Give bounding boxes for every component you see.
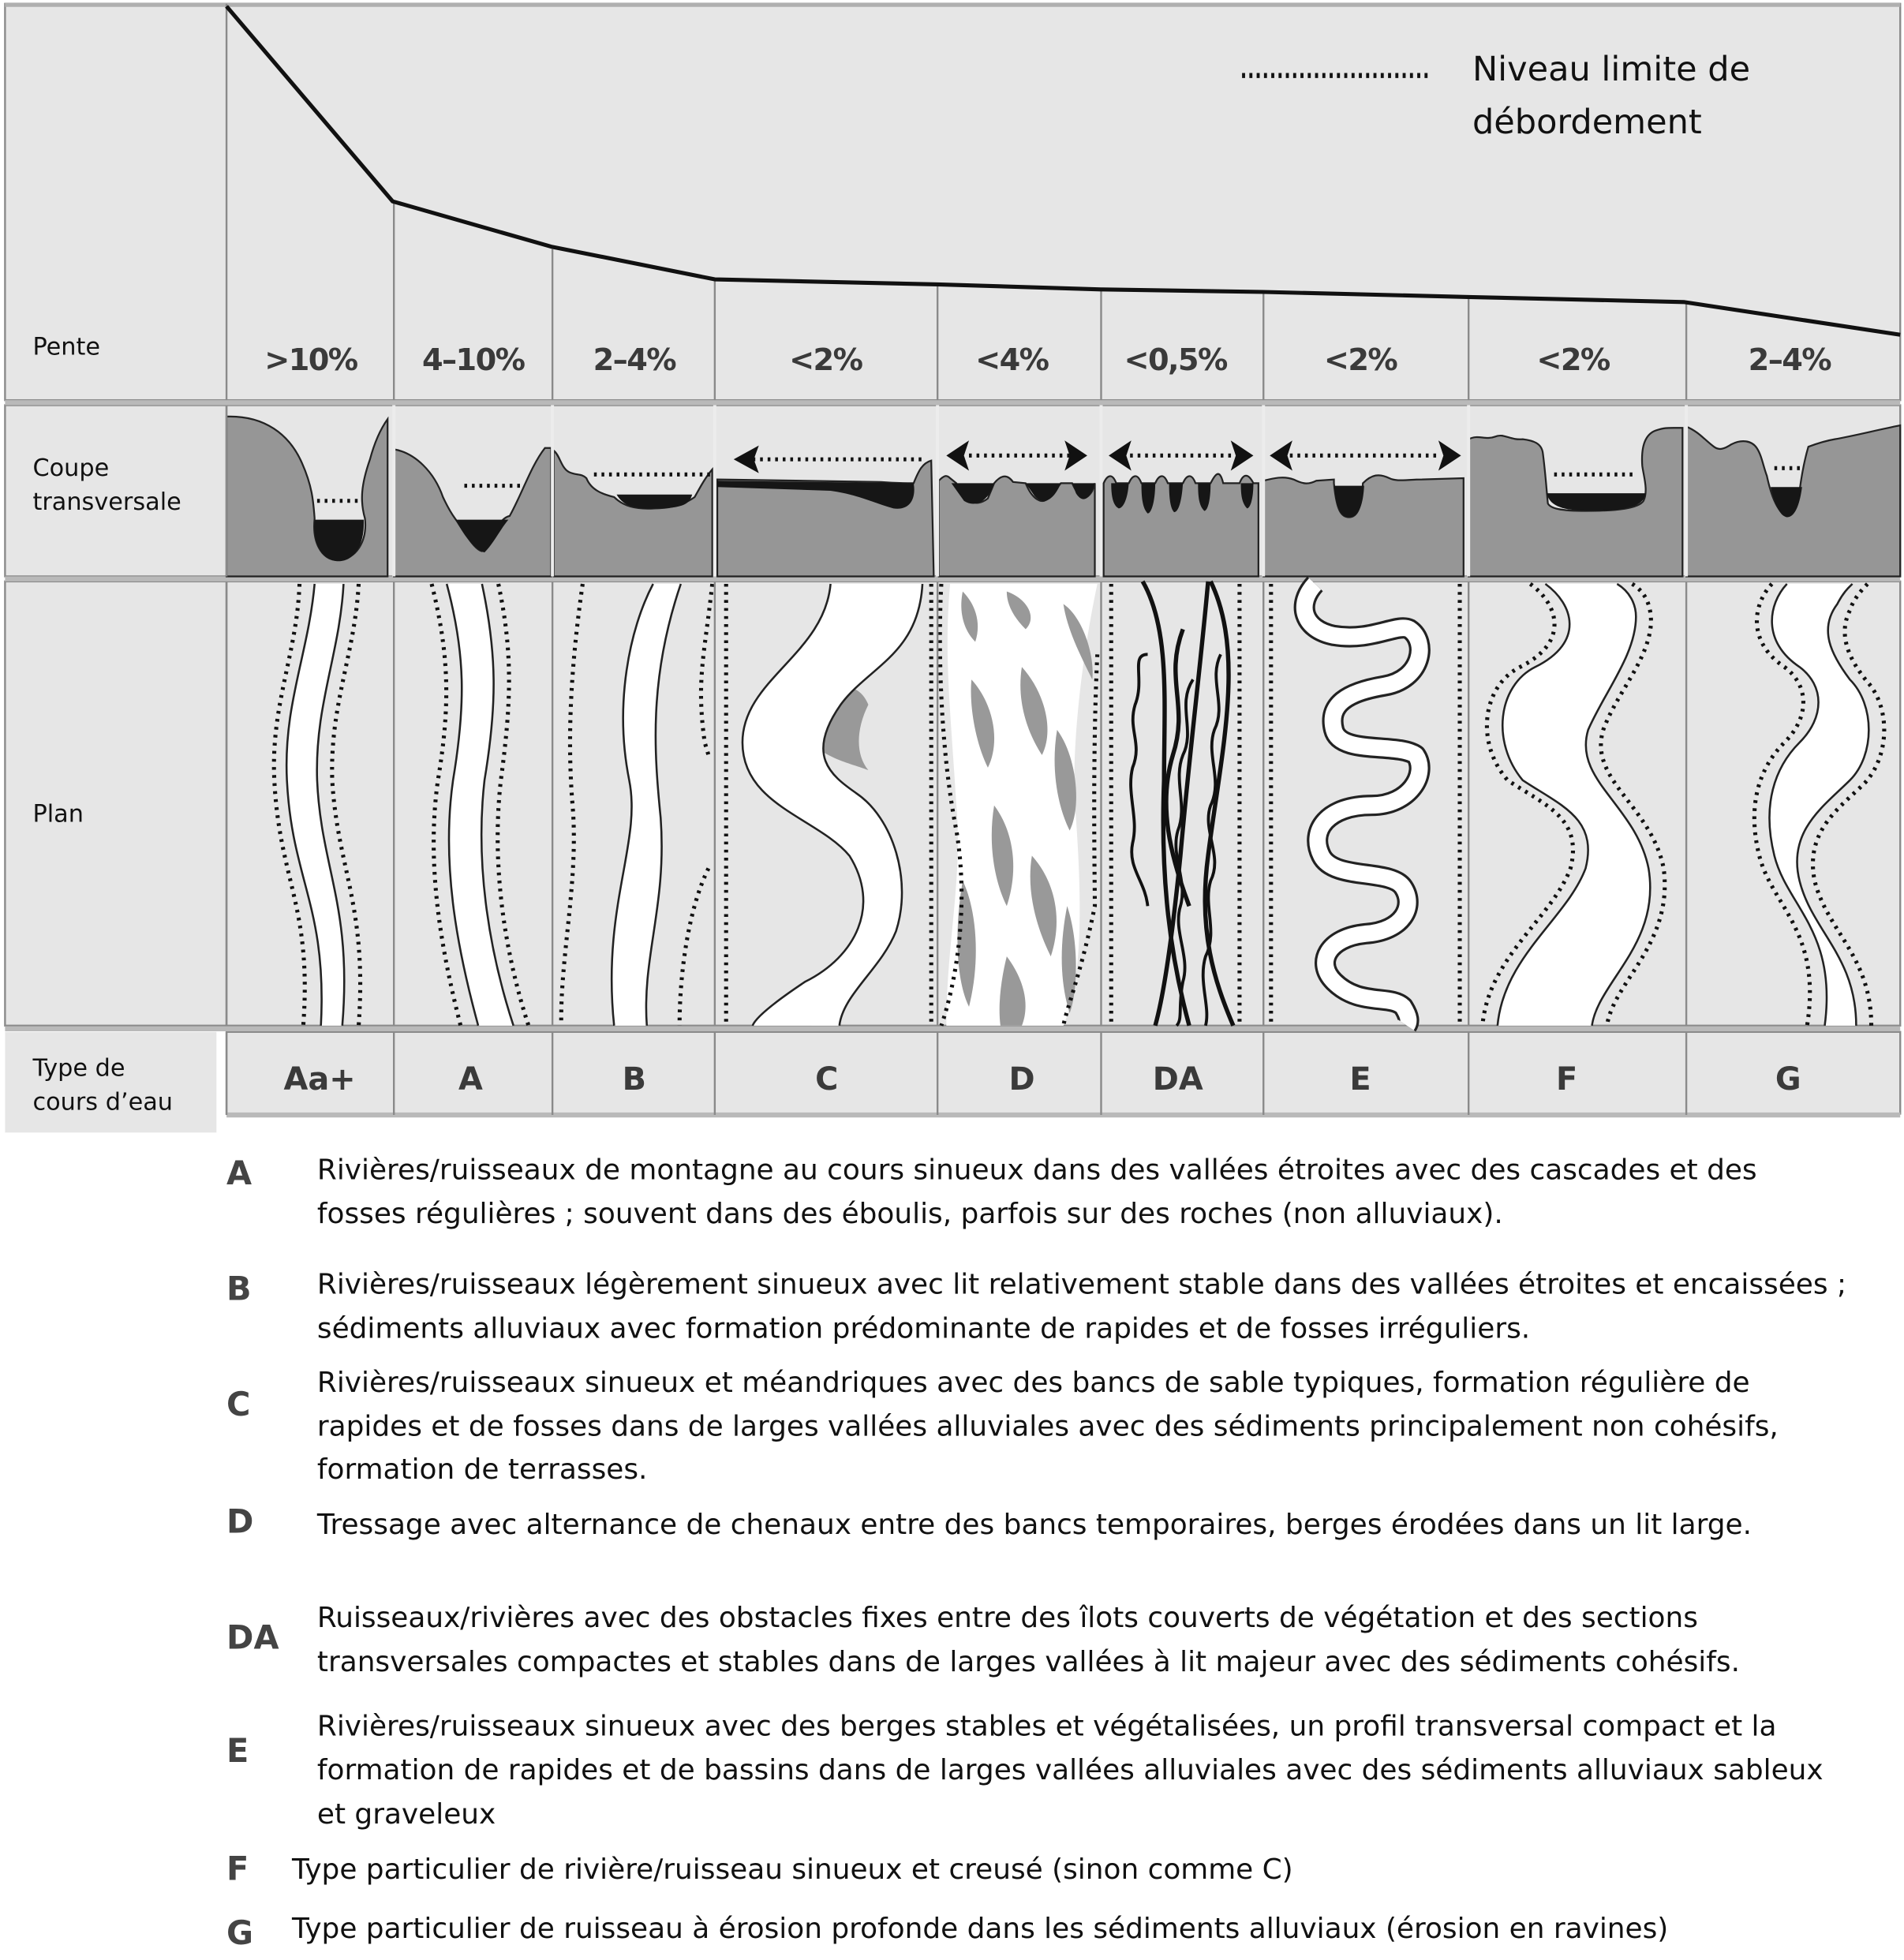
slope-value: 2–4% xyxy=(593,342,675,378)
description-line: sédiments alluviaux avec formation prédominante de rapides et de fosses irréguliers. xyxy=(316,1312,1531,1345)
stream-type-label: D xyxy=(1008,1061,1035,1098)
description-line: et graveleux xyxy=(316,1797,496,1831)
description-line: rapides et de fosses dans de larges vallées alluviales avec des sédiments principalement non cohésifs, xyxy=(316,1410,1779,1443)
description-line: Rivières/ruisseaux sinueux avec des berges stables et végétalisées, un profil transversal compact et la xyxy=(316,1710,1777,1743)
row-label-pente: Pente xyxy=(32,333,101,361)
row-label-type-1: Type de xyxy=(32,1054,125,1083)
description-line: Rivières/ruisseaux légèrement sinueux avec lit relativement stable dans des vallées étroites et encaissées ; xyxy=(316,1268,1847,1301)
description-e xyxy=(226,1710,1824,1831)
description-line: Type particulier de rivière/ruisseau sinueux et creusé (sinon comme C) xyxy=(292,1853,1293,1887)
slope-values xyxy=(264,342,1831,378)
slope-value: <2% xyxy=(1536,342,1610,378)
slope-value: <2% xyxy=(1323,342,1397,378)
description-letter: D xyxy=(226,1502,254,1541)
description-line: transversales compactes et stables dans de larges vallées à lit majeur avec des sédiments cohésifs. xyxy=(316,1645,1741,1678)
description-da xyxy=(226,1602,1740,1678)
stream-type-label: B xyxy=(622,1061,646,1098)
plan-d xyxy=(940,584,1097,1026)
row-label-plan: Plan xyxy=(32,800,84,829)
description-line: formation de rapides et de bassins dans de larges vallées alluviales avec des sédiments alluviaux sableux xyxy=(316,1754,1824,1787)
description-g xyxy=(226,1913,1668,1952)
stream-type-label: C xyxy=(815,1061,839,1098)
description-a xyxy=(226,1154,1757,1230)
description-line: Rivières/ruisseaux sinueux et méandriques avec des bancs de sable typiques, formation régulière de xyxy=(316,1366,1750,1399)
description-f xyxy=(226,1850,1293,1888)
description-letter: G xyxy=(226,1914,254,1953)
slope-value: <4% xyxy=(975,342,1049,378)
description-letter: F xyxy=(226,1850,249,1888)
stream-type-label: E xyxy=(1349,1061,1371,1098)
description-letter: C xyxy=(226,1386,251,1424)
description-letter: B xyxy=(226,1270,252,1308)
description-b xyxy=(226,1269,1846,1345)
slope-value: 2–4% xyxy=(1748,342,1831,378)
description-c xyxy=(226,1367,1779,1486)
slope-value: 4–10% xyxy=(421,342,525,378)
description-line: Type particulier de ruisseau à érosion profonde dans les sédiments alluviaux (érosion en ravines) xyxy=(292,1913,1669,1946)
slope-value: <0,5% xyxy=(1124,342,1227,378)
row-label-type-2: cours d’eau xyxy=(32,1088,174,1117)
description-line: Rivières/ruisseaux de montagne au cours sinueux dans des vallées étroites avec des cascades et des xyxy=(316,1154,1757,1187)
stream-type-label: DA xyxy=(1152,1061,1203,1098)
stream-type-label: Aa+ xyxy=(283,1061,356,1098)
stream-type-label: A xyxy=(458,1061,483,1098)
type-descriptions xyxy=(226,1154,1846,1952)
stream-type-label: G xyxy=(1775,1061,1801,1098)
row-label-coupe-1: Coupe xyxy=(32,454,110,482)
description-letter: DA xyxy=(226,1618,279,1657)
description-line: Tressage avec alternance de chenaux entre des bancs temporaires, berges érodées dans un lit large. xyxy=(316,1509,1753,1542)
description-letter: A xyxy=(226,1154,252,1192)
slope-value: <2% xyxy=(789,342,862,378)
legend-label-line2: débordement xyxy=(1472,103,1702,143)
slope-value: >10% xyxy=(264,342,357,378)
stream-type-label: F xyxy=(1555,1061,1578,1098)
row-label-coupe-2: transversale xyxy=(32,488,181,516)
description-d xyxy=(226,1503,1752,1542)
description-letter: E xyxy=(226,1731,249,1770)
legend-label-line1: Niveau limite de xyxy=(1472,50,1751,90)
description-line: fosses régulières ; souvent dans des éboulis, parfois sur des roches (non alluviaux). xyxy=(316,1198,1503,1231)
description-line: formation de terrasses. xyxy=(316,1453,648,1486)
description-line: Ruisseaux/rivières avec des obstacles fixes entre des îlots couverts de végétation et des sections xyxy=(316,1602,1698,1635)
